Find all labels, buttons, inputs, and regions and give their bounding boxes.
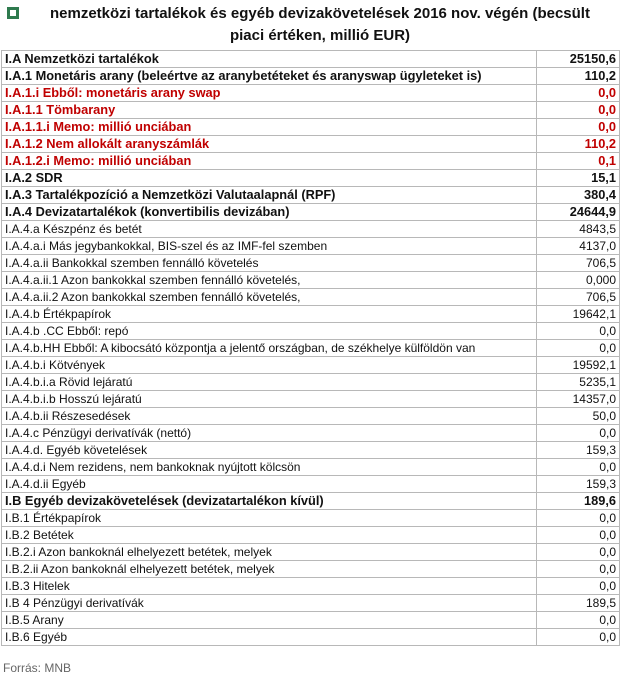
- row-value: 0,0: [537, 459, 620, 476]
- row-value: 5235,1: [537, 374, 620, 391]
- row-value: 0,0: [537, 102, 620, 119]
- table-row: [2, 238, 620, 255]
- row-label: I.A.4.d. Egyéb követelések: [2, 442, 537, 459]
- row-label: I.B.2 Betétek: [2, 527, 537, 544]
- row-label: I.A.4.b.i.b Hosszú lejáratú: [2, 391, 537, 408]
- row-label: I.B.3 Hitelek: [2, 578, 537, 595]
- table-row: [2, 561, 620, 578]
- reserves-table: [1, 50, 620, 646]
- table-row: [2, 425, 620, 442]
- table-row: [2, 289, 620, 306]
- row-value: 0,0: [537, 629, 620, 646]
- row-value: 0,0: [537, 119, 620, 136]
- table-row: [2, 119, 620, 136]
- table-row: [2, 476, 620, 493]
- table-row: [2, 323, 620, 340]
- row-label: I.A.4.a.ii.2 Azon bankokkal szemben fennálló követelés,: [2, 289, 537, 306]
- title-line-1: nemzetközi tartalékok és egyéb devizakövetelések 2016 nov. végén (becsült: [50, 5, 590, 22]
- table-row: [2, 170, 620, 187]
- table-row: [2, 391, 620, 408]
- row-label: I.A.4.b .CC Ebből: repó: [2, 323, 537, 340]
- row-value: 0,0: [537, 425, 620, 442]
- title-text: [22, 3, 618, 47]
- row-value: 0,0: [537, 340, 620, 357]
- row-value: 19592,1: [537, 357, 620, 374]
- row-label: I.A.4.a Készpénz és betét: [2, 221, 537, 238]
- row-value: 189,5: [537, 595, 620, 612]
- row-value: 4843,5: [537, 221, 620, 238]
- table-row: [2, 272, 620, 289]
- page-title: [0, 0, 620, 50]
- row-value: 0,0: [537, 578, 620, 595]
- table-row: [2, 51, 620, 68]
- row-label: I.A.4.b.i.a Rövid lejáratú: [2, 374, 537, 391]
- row-value: 0,0: [537, 561, 620, 578]
- table-row: [2, 510, 620, 527]
- table-row: [2, 187, 620, 204]
- row-label: I.B.2.ii Azon bankoknál elhelyezett betétek, melyek: [2, 561, 537, 578]
- row-value: 110,2: [537, 136, 620, 153]
- table-row: [2, 544, 620, 561]
- row-label: I.A.4.a.i Más jegybankokkal, BIS-szel és az IMF-fel szemben: [2, 238, 537, 255]
- row-value: 0,0: [537, 544, 620, 561]
- table-row: [2, 102, 620, 119]
- row-value: 159,3: [537, 476, 620, 493]
- row-value: 24644,9: [537, 204, 620, 221]
- row-value: 19642,1: [537, 306, 620, 323]
- bullet-square-icon: [6, 6, 20, 20]
- table-row: [2, 442, 620, 459]
- row-label: I.B.5 Arany: [2, 612, 537, 629]
- row-label: I.B.1 Értékpapírok: [2, 510, 537, 527]
- source-note: Forrás: MNB: [3, 661, 72, 675]
- row-label: I.A.4.a.ii Bankokkal szemben fennálló követelés: [2, 255, 537, 272]
- title-line-2: piaci értéken, millió EUR): [229, 27, 411, 44]
- row-label: I.A.1.1.i Memo: millió unciában: [2, 119, 537, 136]
- row-value: 0,000: [537, 272, 620, 289]
- row-label: I.B.2.i Azon bankoknál elhelyezett betétek, melyek: [2, 544, 537, 561]
- row-label: I.A.4.d.ii Egyéb: [2, 476, 537, 493]
- table-row: [2, 408, 620, 425]
- row-label: I.A.1.1 Tömbarany: [2, 102, 537, 119]
- row-value: 0,0: [537, 612, 620, 629]
- table-row: [2, 85, 620, 102]
- row-label: I.A.1.i Ebből: monetáris arany swap: [2, 85, 537, 102]
- row-value: 15,1: [537, 170, 620, 187]
- table-row: [2, 374, 620, 391]
- table-row: [2, 153, 620, 170]
- row-value: 110,2: [537, 68, 620, 85]
- row-value: 706,5: [537, 255, 620, 272]
- row-label: I.A.4.b.i Kötvények: [2, 357, 537, 374]
- table-row: [2, 136, 620, 153]
- row-label: I.A.4.b.ii Részesedések: [2, 408, 537, 425]
- table-row: [2, 629, 620, 646]
- table-row: [2, 578, 620, 595]
- row-label: I.B 4 Pénzügyi derivatívák: [2, 595, 537, 612]
- row-value: 4137,0: [537, 238, 620, 255]
- row-value: 0,0: [537, 85, 620, 102]
- table-row: [2, 357, 620, 374]
- row-value: 189,6: [537, 493, 620, 510]
- row-value: 14357,0: [537, 391, 620, 408]
- table-row: [2, 306, 620, 323]
- row-label: I.B Egyéb devizakövetelések (devizatartalékon kívül): [2, 493, 537, 510]
- row-label: I.A Nemzetközi tartalékok: [2, 51, 537, 68]
- row-value: 0,0: [537, 510, 620, 527]
- table-row: [2, 204, 620, 221]
- row-value: 706,5: [537, 289, 620, 306]
- row-value: 159,3: [537, 442, 620, 459]
- row-value: 50,0: [537, 408, 620, 425]
- row-label: I.A.2 SDR: [2, 170, 537, 187]
- table-row: [2, 340, 620, 357]
- row-label: I.A.4.d.i Nem rezidens, nem bankoknak nyújtott kölcsön: [2, 459, 537, 476]
- table-row: [2, 612, 620, 629]
- row-label: I.A.3 Tartalékpozíció a Nemzetközi Valutaalapnál (RPF): [2, 187, 537, 204]
- row-label: I.A.4.b Értékpapírok: [2, 306, 537, 323]
- table-row: [2, 255, 620, 272]
- row-label: I.A.1 Monetáris arany (beleértve az aranybetéteket és aranyswap ügyleteket is): [2, 68, 537, 85]
- table-row: [2, 493, 620, 510]
- row-label: I.A.4 Devizatartalékok (konvertibilis devizában): [2, 204, 537, 221]
- row-label: I.A.1.2.i Memo: millió unciában: [2, 153, 537, 170]
- row-label: I.A.1.2 Nem allokált aranyszámlák: [2, 136, 537, 153]
- row-value: 380,4: [537, 187, 620, 204]
- row-value: 0,0: [537, 527, 620, 544]
- row-label: I.A.4.c Pénzügyi derivatívák (nettó): [2, 425, 537, 442]
- table-row: [2, 221, 620, 238]
- table-row: [2, 68, 620, 85]
- table-row: [2, 459, 620, 476]
- row-label: I.B.6 Egyéb: [2, 629, 537, 646]
- row-label: I.A.4.a.ii.1 Azon bankokkal szemben fennálló követelés,: [2, 272, 537, 289]
- row-label: I.A.4.b.HH Ebből: A kibocsátó központja a jelentő országban, de székhelye külföldön van: [2, 340, 537, 357]
- table-row: [2, 527, 620, 544]
- table-row: [2, 595, 620, 612]
- row-value: 0,0: [537, 323, 620, 340]
- row-value: 0,1: [537, 153, 620, 170]
- row-value: 25150,6: [537, 51, 620, 68]
